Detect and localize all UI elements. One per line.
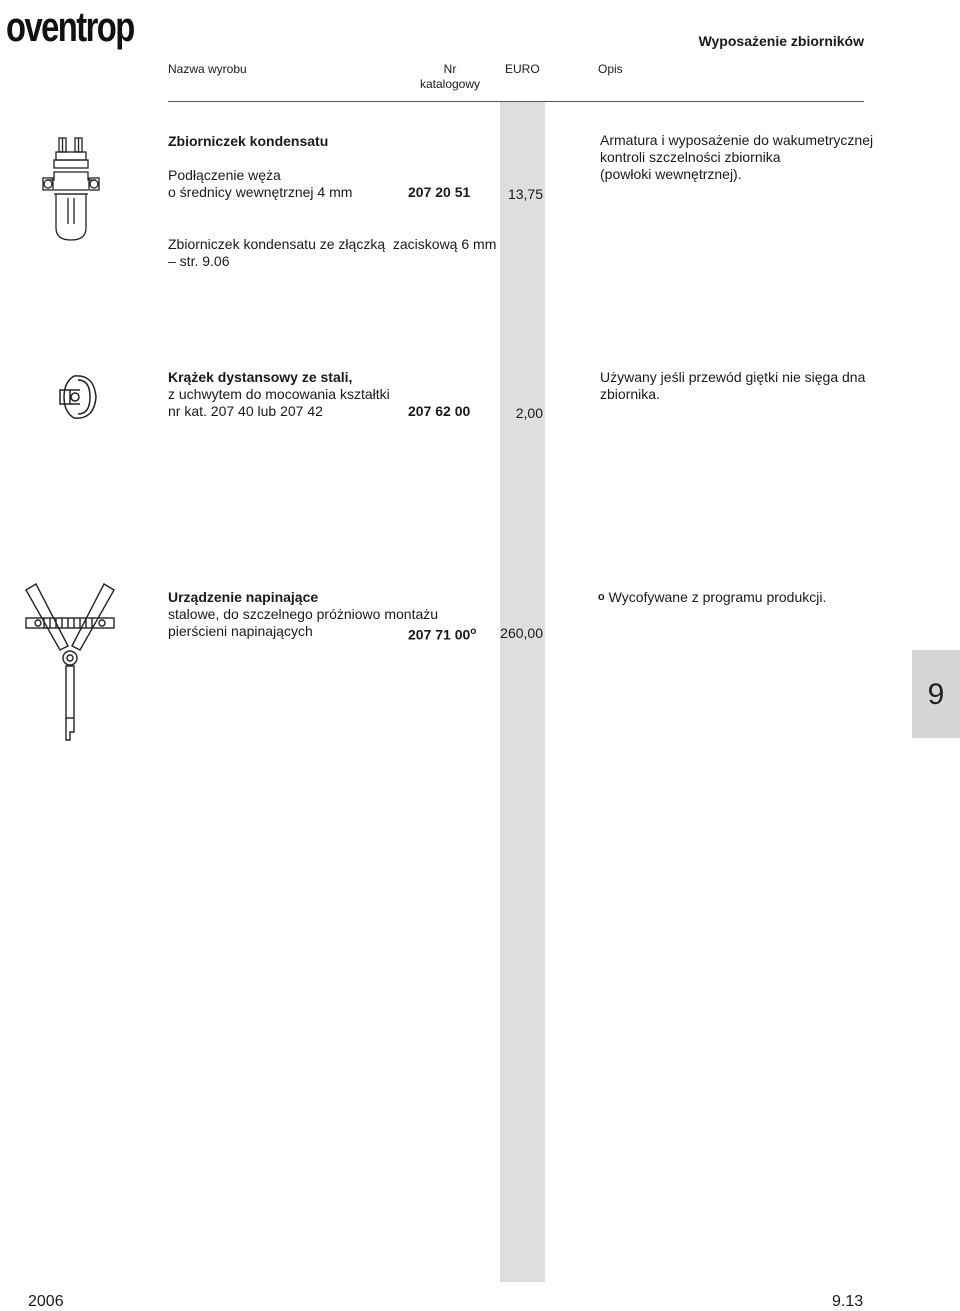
item-2-catalog-number: 207 62 00 <box>408 403 471 419</box>
item-1-desc-line1: Armatura i wyposażenie do wakumetrycznej <box>600 132 874 148</box>
item-3-price: 260,00 <box>500 625 543 641</box>
item-2-line2: z uchwytem do mocowania kształtki <box>168 386 390 402</box>
column-header-opis: Opis <box>598 62 623 76</box>
section-title: Wyposażenie zbiorników <box>698 33 864 49</box>
column-header-name: Nazwa wyrobu <box>168 62 247 76</box>
item-3-title: Urządzenie napinające <box>168 589 319 605</box>
item-3-desc <box>598 589 826 606</box>
euro-column-band <box>500 102 545 1282</box>
item-3-line3: pierścieni napinających <box>168 623 313 639</box>
column-header-nr-line2: katalogowy <box>419 77 481 91</box>
condensate-container-icon <box>40 136 115 246</box>
item-2-desc-line1: Używany jeśli przewód giętki nie sięga dna <box>600 369 866 385</box>
item-2-title: Krążek dystansowy ze stali, <box>168 369 353 385</box>
item-1-catalog-number: 207 20 51 <box>408 184 471 200</box>
column-header-euro: EURO <box>505 62 540 76</box>
brand-logo: oventrop <box>6 3 134 50</box>
spacer-disc-icon <box>58 372 100 422</box>
chapter-tab[interactable] <box>912 650 960 738</box>
item-3-withdrawn-mark: o <box>470 626 477 637</box>
item-1-price: 13,75 <box>507 186 543 202</box>
column-header-nr-line1: Nr <box>443 62 457 76</box>
chapter-tab-number: 9 <box>927 678 945 711</box>
item-1-title: Zbiorniczek kondensatu <box>168 133 329 149</box>
item-3-catalog-number-value: 207 71 00 <box>408 626 471 643</box>
item-2-line3: nr kat. 207 40 lub 207 42 <box>168 403 323 419</box>
column-header-nr <box>400 62 500 92</box>
item-1-note-line2: – str. 9.06 <box>168 253 230 269</box>
item-1-line3: o średnicy wewnętrznej 4 mm <box>168 184 353 200</box>
item-1-note-line1: Zbiorniczek kondensatu ze złączką zaciskową 6 mm <box>168 236 497 252</box>
item-3-desc-mark: o <box>598 591 605 603</box>
footer-year: 2006 <box>28 1293 64 1310</box>
item-1-line2: Podłączenie węża <box>168 167 281 183</box>
item-1-desc-line2: kontroli szczelności zbiornika <box>600 149 781 165</box>
item-1-desc-line3: (powłoki wewnętrznej). <box>600 166 742 182</box>
tensioning-device-icon <box>20 582 120 744</box>
item-3-catalog-number <box>408 623 476 644</box>
item-3-desc-line1: Wycofywane z programu produkcji. <box>608 589 827 605</box>
item-2-price: 2,00 <box>515 405 543 421</box>
item-2-desc-line2: zbiornika. <box>600 386 660 402</box>
footer-page-number: 9.13 <box>832 1293 864 1310</box>
item-3-line2: stalowe, do szczelnego próżniowo montażu <box>168 606 439 622</box>
